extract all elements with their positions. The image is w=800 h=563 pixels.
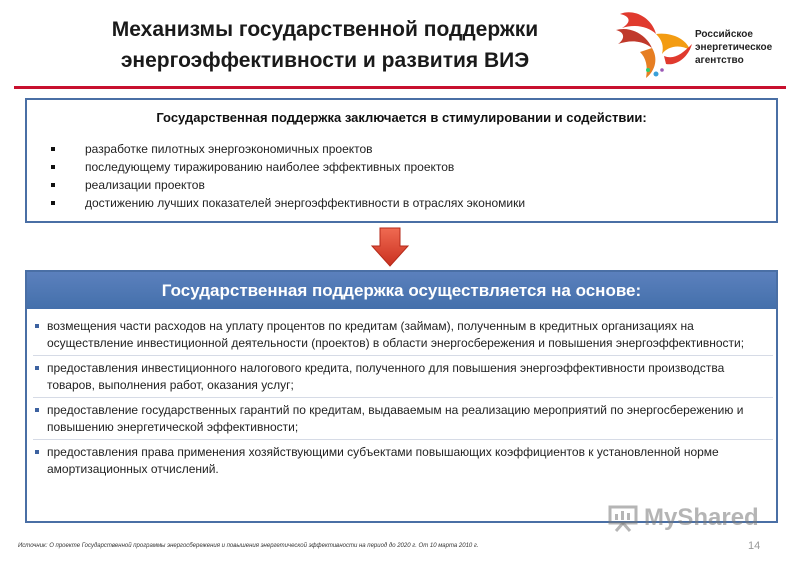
title-line-2: энергоэффективности и развития ВИЭ [120,49,530,72]
logo-line-2: энергетическое [695,42,773,53]
source-note: Источник: О проекте Государственной программы энергосбережения и повышения энергетической эффективности на период до 2020 г. От 10 марта 2010 г. [18,543,479,549]
page-title [60,14,590,76]
support-basis-list [33,318,773,481]
down-arrow-icon [370,226,410,268]
list-item: предоставления права применения хозяйствующими субъектами повышающих коэффициентов к установленной норме амортизационных отчислений. [33,439,773,477]
support-stimulus-list [51,140,525,212]
phoenix-logo-icon [612,4,697,84]
watermark-text: MyShared [644,504,759,531]
list-item: последующему тиражированию наиболее эффективных проектов [51,158,525,176]
logo-line-1: Российское [695,29,753,40]
support-stimulus-box [25,98,778,223]
logo-line-3: агентство [695,55,744,66]
list-item: возмещения части расходов на уплату процентов по кредитам (займам), полученным в кредитных организациях на осуществление инвестиционной деятельности (проектов) в области энергосбережения и повышения энергоэффективности; [33,318,773,351]
header-divider [14,86,786,89]
page-number: 14 [748,540,761,552]
list-item: достижению лучших показателей энергоэффективности в отраслях экономики [51,194,525,212]
presentation-board-icon [608,504,638,532]
rea-logo [612,4,792,84]
list-item: предоставления инвестиционного налогового кредита, полученного для повышения энергоэффективности производства товаров, выполнения работ, оказания услуг; [33,355,773,393]
list-item: разработке пилотных энергоэкономичных проектов [51,140,525,158]
title-line-1: Механизмы государственной поддержки [111,18,539,41]
watermark [608,500,768,536]
support-basis-box [25,270,778,523]
support-stimulus-heading: Государственная поддержка заключается в стимулировании и содействии: [156,110,647,125]
support-basis-heading: Государственная поддержка осуществляется на основе: [27,272,776,309]
list-item: реализации проектов [51,176,525,194]
list-item: предоставление государственных гарантий по кредитам, выдаваемым на реализацию мероприятий по энергосбережению и повышению энергетической эффективности; [33,397,773,435]
logo-text [695,28,795,67]
